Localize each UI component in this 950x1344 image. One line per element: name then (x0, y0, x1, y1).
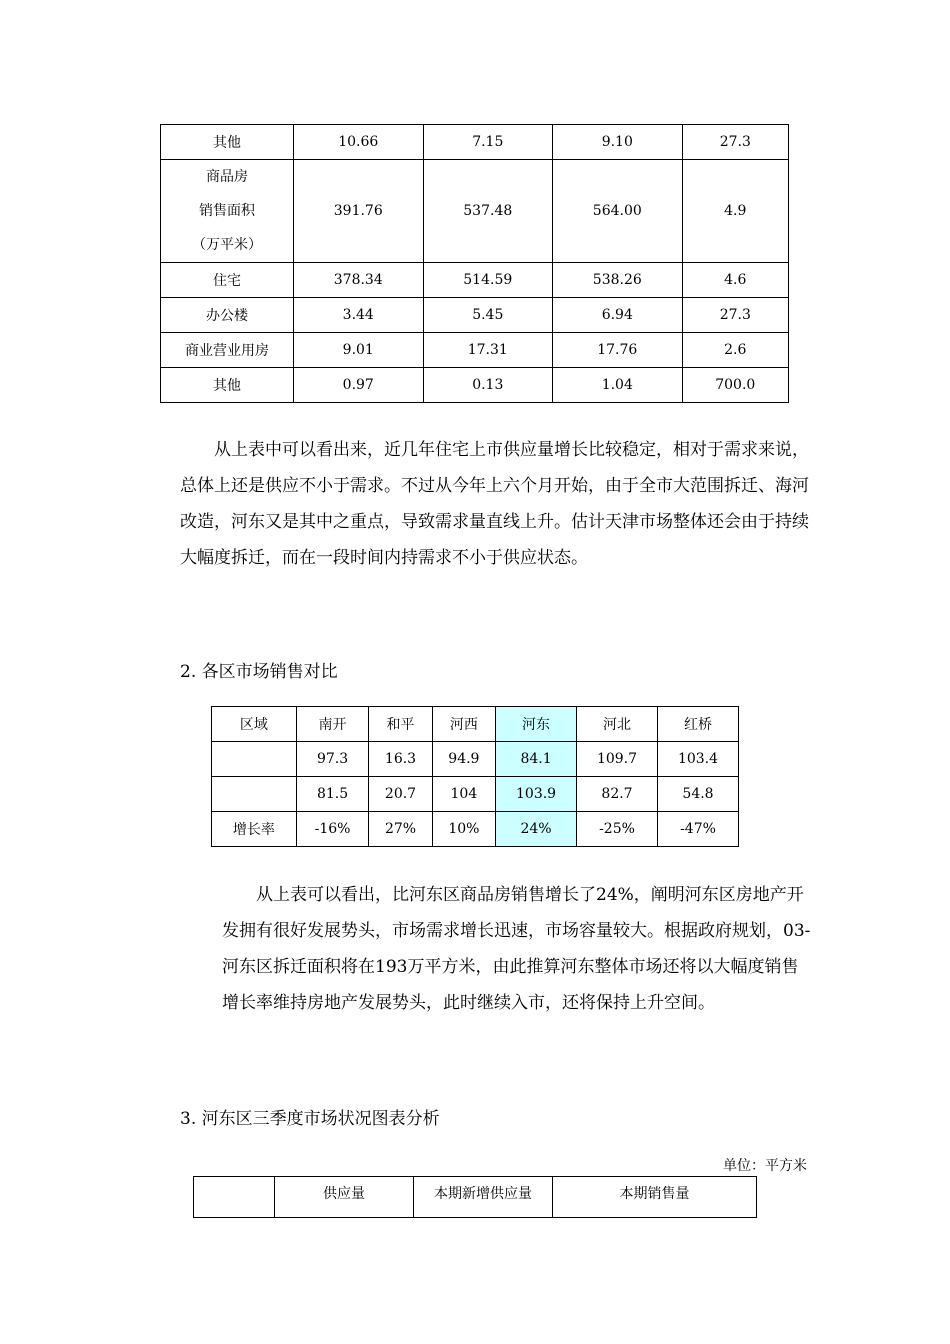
table-cell: 3.44 (294, 298, 424, 333)
row-label (161, 160, 294, 263)
district-sales-table (211, 706, 739, 847)
column-header: 南开 (296, 707, 369, 742)
table-cell: -47% (657, 812, 738, 847)
row-label: 商业营业用房 (161, 333, 294, 368)
table-cell: 104 (432, 777, 495, 812)
unit-label: 单位：平方米 (723, 1158, 807, 1174)
table-cell: 82.7 (577, 777, 658, 812)
table-cell: 0.97 (294, 368, 424, 403)
table-cell: 10.66 (294, 125, 424, 160)
column-header: 河西 (432, 707, 495, 742)
table-cell: 6.94 (553, 298, 683, 333)
table-cell: -16% (296, 812, 369, 847)
table-cell: 1.04 (553, 368, 683, 403)
table-cell: 514.59 (423, 263, 553, 298)
table-row (161, 298, 789, 333)
section-heading-district-comparison: 2. 各区市场销售对比 (180, 662, 338, 682)
table-cell: 27.3 (682, 298, 788, 333)
table-cell: 109.7 (577, 742, 658, 777)
section-heading-hedong-q3: 3. 河东区三季度市场状况图表分析 (180, 1109, 440, 1129)
table-cell: 391.76 (294, 160, 424, 263)
table-cell: 17.76 (553, 333, 683, 368)
column-header: 区域 (212, 707, 297, 742)
row-label: 办公楼 (161, 298, 294, 333)
table-cell: 378.34 (294, 263, 424, 298)
row-label: 增长率 (212, 812, 297, 847)
column-header: 和平 (369, 707, 432, 742)
table-row (212, 742, 739, 777)
table-cell: 81.5 (296, 777, 369, 812)
row-label (212, 777, 297, 812)
table-cell: 17.31 (423, 333, 553, 368)
table-header-row (194, 1177, 757, 1218)
table-cell: 538.26 (553, 263, 683, 298)
analysis-paragraph-1: 从上表中可以看出来，近几年住宅上市供应量增长比较稳定，相对于需求来说，总体上还是供应不小于需求。不过从今年上六个月开始，由于全市大范围拆迁、海河改造，河东又是其中之重点，导致需求量直线上升。估计天津市场整体还会由于持续大幅度拆迁，而在一段时间内持需求不小于供应状态。 (180, 440, 809, 568)
table-cell: 564.00 (553, 160, 683, 263)
table-cell: 537.48 (423, 160, 553, 263)
table-cell: 94.9 (432, 742, 495, 777)
table-cell: 97.3 (296, 742, 369, 777)
row-label: 其他 (161, 368, 294, 403)
table-cell: 54.8 (657, 777, 738, 812)
table-row (212, 777, 739, 812)
table-cell: 2.6 (682, 333, 788, 368)
table-cell: 9.01 (294, 333, 424, 368)
table-cell: 103.4 (657, 742, 738, 777)
table-cell: -25% (577, 812, 658, 847)
table-cell: 27.3 (682, 125, 788, 160)
column-header: 本期销售量 (553, 1177, 757, 1218)
table-cell: 27% (369, 812, 432, 847)
table-cell: 10% (432, 812, 495, 847)
table-cell: 5.45 (423, 298, 553, 333)
table-cell: 7.15 (423, 125, 553, 160)
analysis-paragraph-2: 从上表可以看出，比河东区商品房销售增长了24%，阐明河东区房地产开发拥有很好发展势头，市场需求增长迅速，市场容量较大。根据政府规划，03-河东区拆迁面积将在193万平方米，由此推算河东整体市场还将以大幅度销售增长率维持房地产发展势头，此时继续入市，还将保持上升空间。 (222, 885, 811, 1013)
table-cell-highlighted: 24% (496, 812, 577, 847)
table-header-row (212, 707, 739, 742)
table-cell: 4.9 (682, 160, 788, 263)
table-cell: 20.7 (369, 777, 432, 812)
column-header: 本期新增供应量 (414, 1177, 553, 1218)
area-data-table (160, 124, 789, 403)
table-row (161, 368, 789, 403)
table-row (161, 160, 789, 263)
hedong-q3-table (193, 1176, 757, 1218)
column-header: 供应量 (275, 1177, 414, 1218)
table-cell: 700.0 (682, 368, 788, 403)
table-cell: 16.3 (369, 742, 432, 777)
column-header: 河北 (577, 707, 658, 742)
table-cell: 9.10 (553, 125, 683, 160)
column-header: 红桥 (657, 707, 738, 742)
table-cell-highlighted: 103.9 (496, 777, 577, 812)
column-header-highlighted: 河东 (496, 707, 577, 742)
row-label: 其他 (161, 125, 294, 160)
table-row (212, 812, 739, 847)
row-label-text: 商品房 销售面积 （万平米） (192, 169, 262, 253)
row-label: 住宅 (161, 263, 294, 298)
row-label (212, 742, 297, 777)
table-cell: 4.6 (682, 263, 788, 298)
column-header (194, 1177, 275, 1218)
table-cell: 0.13 (423, 368, 553, 403)
table-cell-highlighted: 84.1 (496, 742, 577, 777)
table-row (161, 125, 789, 160)
table-row (161, 333, 789, 368)
table-row (161, 263, 789, 298)
